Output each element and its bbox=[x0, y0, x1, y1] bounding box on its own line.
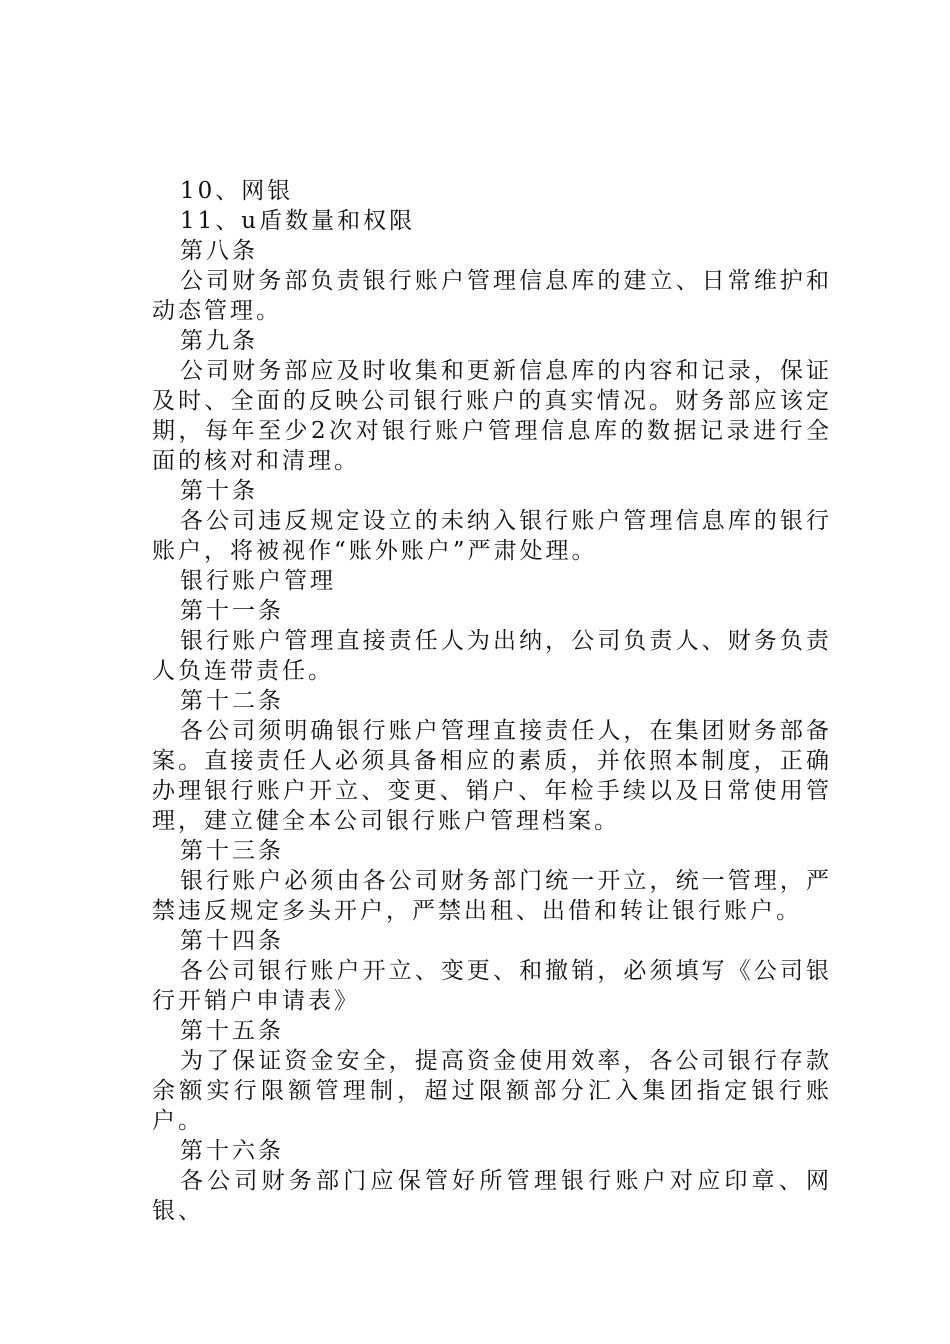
article-heading-14: 第十四条 bbox=[180, 928, 284, 954]
article-text-9: 公司财务部应及时收集和更新信息库的内容和记录，保证及时、全面的反映公司银行账户的真实情况。财务部应该定期，每年至少2次对银行账户管理信息库的数据记录进行全面的核对和清理。 bbox=[152, 358, 832, 474]
article-heading-9: 第九条 bbox=[180, 328, 258, 354]
article-text-16: 各公司财务部门应保管好所管理银行账户对应印章、网银、 bbox=[152, 1168, 832, 1224]
article-heading-13: 第十三条 bbox=[180, 838, 284, 864]
article-text-8: 公司财务部负责银行账户管理信息库的建立、日常维护和动态管理。 bbox=[152, 268, 832, 324]
article-text-12: 各公司须明确银行账户管理直接责任人，在集团财务部备案。直接责任人必须具备相应的素质，并依照本制度，正确办理银行账户开立、变更、销户、年检手续以及日常使用管理，建立健全本公司银行账户管理档案。 bbox=[152, 718, 832, 834]
article-heading-15: 第十五条 bbox=[180, 1018, 284, 1044]
section-heading: 银行账户管理 bbox=[180, 568, 336, 594]
article-heading-8: 第八条 bbox=[180, 238, 258, 264]
article-heading-11: 第十一条 bbox=[180, 598, 284, 624]
document-body bbox=[152, 176, 832, 1226]
article-text-14: 各公司银行账户开立、变更、和撤销，必须填写《公司银行开销户申请表》 bbox=[152, 958, 832, 1014]
list-item-online-banking: 10、网银 bbox=[180, 178, 294, 204]
article-text-15: 为了保证资金安全，提高资金使用效率，各公司银行存款余额实行限额管理制，超过限额部分汇入集团指定银行账户。 bbox=[152, 1048, 832, 1134]
article-text-13: 银行账户必须由各公司财务部门统一开立，统一管理，严禁违反规定多头开户，严禁出租、出借和转让银行账户。 bbox=[152, 868, 832, 924]
article-text-10: 各公司违反规定设立的未纳入银行账户管理信息库的银行账户，将被视作“账外账户”严肃处理。 bbox=[152, 508, 832, 564]
list-item-usb-key: 11、u盾数量和权限 bbox=[180, 208, 416, 234]
article-heading-10: 第十条 bbox=[180, 478, 258, 504]
article-heading-12: 第十二条 bbox=[180, 688, 284, 714]
article-text-11: 银行账户管理直接责任人为出纳，公司负责人、财务负责人负连带责任。 bbox=[152, 628, 832, 684]
article-heading-16: 第十六条 bbox=[180, 1138, 284, 1164]
